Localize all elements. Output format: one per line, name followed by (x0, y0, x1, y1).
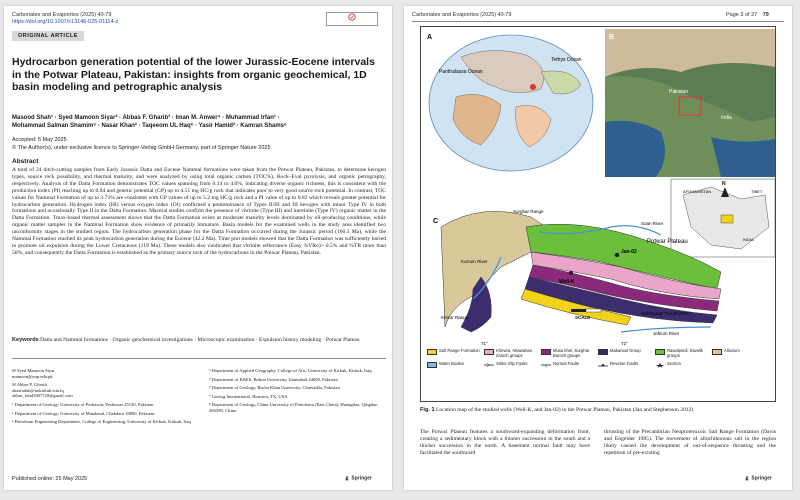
legend-label: Water Bodies (439, 360, 464, 366)
author-list (12, 114, 387, 130)
label-india: India (721, 115, 732, 121)
affiliation: ¹ Department of Geology, University of Peshawar, Peshawar 25130, Pakistan (12, 401, 154, 407)
label-surghar-range: Surghar Range (513, 209, 544, 214)
figure-caption-text: Location map of the studied wells (Well-K, and Jan-02) in the Potwar Plateau, Pakistan (Jan and Stephenson 2012) (436, 407, 694, 413)
legend-item (541, 362, 595, 368)
label-kurram-river: Kurram River (461, 259, 488, 264)
label-soan-river: Soan River (641, 221, 664, 226)
label-panthalassa: Panthalassa Ocean (439, 69, 483, 75)
header-divider (412, 21, 784, 22)
legend-label: Musa khel, Surghar Baroch groups (553, 348, 590, 358)
study-area-marker (530, 84, 536, 90)
map-legend (427, 349, 771, 368)
springer-logo (344, 475, 372, 481)
doi-link[interactable]: https://doi.org/10.1007/s13146-025-01114-z (12, 19, 119, 25)
publisher-name: Springer (351, 475, 372, 482)
label-potwar-plateau: Potwar Plateau (647, 239, 688, 245)
affiliation: ✉ Syed Mamoon Siyar mamoon@uop.edu.pk (12, 368, 55, 379)
strike-slip-fault-icon (484, 362, 494, 368)
keywords-label: Keywords (12, 337, 39, 343)
journal-name: Carbonates and Evaporites (412, 12, 479, 18)
label-jehlum-river: Jehlum River (653, 331, 680, 336)
legend-label: Strike Slip Faults (496, 360, 528, 366)
journal-name: Carbonates and Evaporites (12, 12, 79, 18)
section-icon (655, 362, 665, 368)
section-badge: ORIGINAL ARTICLE (12, 31, 84, 41)
affiliation: ⁴ Department of Applied Geography, College of Arts, University of Kirkuk, Kirkuk, Iraq (209, 368, 372, 373)
legend-label: Khewra, Nilawahan Zaluch groups (496, 348, 533, 358)
accepted-date: Accepted: 5 May 2025 (12, 137, 67, 143)
legend-item (427, 349, 481, 359)
normal-fault-icon (541, 362, 551, 368)
abstract-heading: Abstract (12, 158, 39, 165)
legend-item (427, 362, 481, 368)
label-well-k: Well-K (559, 279, 575, 285)
check-for-updates-badge[interactable] (326, 12, 378, 26)
legend-item (484, 349, 538, 359)
authors-line-2: Mohammad Salman Shamim⁵ · Nasar Khan² · Taqeeom UL Haq⁶ · Yasir Hamid² · Kamran Shams⁶ (12, 123, 287, 129)
page-header (726, 12, 769, 19)
affiliation: ⁸ Department of Geology, China University of Petroleum (East China), Huangdao, Qingdao 266580, China (209, 402, 378, 413)
legend-label: Reverse Faults (610, 360, 639, 366)
legend-swatch (484, 349, 494, 355)
publisher-name: Springer (751, 475, 772, 482)
springer-horse-icon (344, 475, 350, 481)
affiliations-left (12, 368, 192, 428)
legend-label: Alluvium (724, 348, 740, 353)
longitude-72: 72° (621, 341, 628, 346)
north-label: N (722, 181, 726, 187)
keywords-text: Datta and Nammal formations · Organic geochemical investigations · Microscopic examination · Expulsion history modeling · Potwar Plateau (40, 337, 360, 343)
label-khisor-range: Khisor Range (441, 315, 469, 320)
figure-caption (420, 407, 776, 414)
legend-swatch (541, 349, 551, 355)
legend-swatch (427, 362, 437, 368)
legend-swatch (427, 349, 437, 355)
article-page-3 (404, 6, 792, 490)
label-salt-range-thrust: Salt Range Thrust (SRT) (641, 311, 691, 316)
springer-logo (744, 475, 772, 481)
copyright-line: © The Author(s), under exclusive licence to Springer-Verlag GmbH Germany, part of Springer Nature 2025 (12, 145, 271, 151)
legend-item (541, 349, 595, 359)
article-first-page (4, 6, 392, 490)
label-jan02: Jan-02 (621, 249, 637, 255)
label-tethys: Tethys Ocean (551, 57, 582, 63)
keywords-block (12, 337, 386, 344)
panel-c-label: C (433, 218, 439, 225)
affiliation: ² Department of Geology, University of Malakand, Chakdara 18800, Pakistan (12, 410, 155, 416)
legend-item (484, 362, 538, 368)
journal-ref: (2025) 40:79 (480, 12, 512, 18)
panel-b-label: B (609, 34, 615, 41)
legend-label: Section (667, 360, 681, 366)
label-afghanistan: AFGHANISTAN (683, 189, 712, 194)
label-india-inset: INDIA (743, 237, 754, 242)
affiliation: ⁷ Geolog International, Houston, TX, USA (209, 393, 288, 399)
journal-header (12, 12, 118, 26)
legend-label: Salt Range Formation (439, 348, 480, 353)
legend-label: Makarwal Group (610, 348, 641, 353)
panel-a-label: A (427, 34, 433, 41)
scale-label: SCALE (575, 315, 591, 320)
legend-swatch (598, 349, 608, 355)
page-ref: 79 (762, 12, 769, 18)
authors-line-1: Masood Shah¹ · Syed Mamoon Siyar² · Abbas F. Gharib³ · Iman M. Anwer⁴ · Muhammad Irfan¹ · (12, 115, 280, 121)
map-figure-svg (421, 27, 777, 403)
legend-item (655, 362, 709, 368)
figure-location-map (420, 26, 776, 402)
legend-label: Rawalpindi, Siwalik groups (667, 348, 703, 358)
figure-label: Fig. 1 (420, 407, 435, 413)
legend-item (598, 362, 652, 368)
journal-header (412, 12, 511, 19)
legend-swatch (655, 349, 665, 355)
published-date: Published online: 25 May 2025 (12, 476, 88, 482)
body-column-left: The Potwar Plateau features a southward-expanding deformation front, creating a sedimentary block with a thinner succession in the south and a thicker succession in the north. A basement normal fault may have facilitated the southward (420, 429, 590, 456)
check-updates-icon (348, 13, 356, 21)
article-title: Hydrocarbon generation potential of the lower Jurassic-Eocene intervals in the Potwar Plateau, Pakistan: insights from organic geochemical, 1D basin modeling and petrographic analysis (12, 56, 375, 93)
affiliation: ⁶ Department of Geology, Bacha Khan University, Charsadda, Pakistan (209, 385, 340, 391)
label-pakistan: Pakistan (669, 89, 689, 95)
affiliations-right (209, 368, 384, 417)
reverse-fault-icon (598, 362, 608, 368)
panel-a-paleo-map (423, 29, 601, 177)
page-label: Page 3 of 27 (726, 12, 758, 18)
divider (12, 358, 386, 359)
well-k-marker (569, 271, 573, 275)
legend-item (655, 349, 709, 359)
abstract-block (12, 158, 386, 257)
legend-item (712, 349, 766, 359)
affiliation: ³ Petroleum Engineering Department, College of Engineering, University of Kirkuk, Kirkuk, Iraq (12, 419, 191, 425)
abstract-text: A total of 24 ditch-cutting samples from Early Jurassic Datta and Eocene Nammal formations were taken from the Potwar Plateau, Pakistan, to determine kerogen types, source rock possibility, and thermal maturity, and were analyzed by using total organic carbon (TOC%), Rock–Eval pyrolysis, and organic petrography, respectively. Analysis of the Datta Formation demonstrates TOC values spanning from 0.14 to 4.0%, indicating diverse organic richness, this is consistent with the production index (PI) reaching up to 0.84 and genetic potential (GP) up to 4.51 mg HC/g rock that indicates poor to very good source rock potential. In contrast, TOC values for Nammal Formation of up to 3.73% are consistent with GP values of up to 5.2 mg HC/g rock and a PI value of up to 0.82 which reveals greater potential for hydrocarbon generation. Hydrogen index (HI) versus oxygen index (OI) confirmed a predominance of Types II/III and III kerogen with minor Type IV in both formations and occasionally Type II in the Datta Formation. Maceral studies confirm the presence of vitrinite (Type III) and inertinite (Type IV) organic matter in the Datta Formation. Tmax-based thermal assessment shows that the Datta Formation exists at moderate maturity levels dominated by oil-producing conditions, while organic matter samples in the Nammal Formation show evidence of primarily immature. Basin models for the examined wells in the study area identified two unconformity stages in the studied region. The hydrocarbon generation phase for the Datta Formation occurred during the Jurassic period (160.3 Ma), while the Nammal Formation reached its peak hydrocarbon generation during the Eocene (42.2 Ma). Time plot models showed that the Datta Formation was sufficiently buried to promote oil expulsion during the Lower Cretaceous (119 Ma). These models also vindicated that vitrinite reflectance (Easy %VRo)> 0.5% and %TR more than 50%, and consequently the Datta Formation is established as the primary source rock of the hydrocarbons in the Potwar Plateau, Pakistan. (12, 167, 386, 256)
journal-ref: (2025) 40:79 (80, 12, 112, 18)
panel-b-satellite-map (605, 29, 775, 177)
legend-item (598, 349, 652, 359)
longitude-71: 71° (481, 341, 488, 346)
legend-swatch (712, 349, 722, 355)
well-jan02-marker (615, 253, 619, 257)
affiliation: ✉ Abbas F. Gharib abasfadah@uokirkuk.edu.iq abbas_fahd1987720@gmail.com (12, 382, 73, 399)
body-column-right: thrusting of the Precambrian Neoproterozoic Salt Range Formation (Davis and Engelder 1985). The movement of allochthonous salt in the region likely caused the development of out-of-sequence thrusting and the repetition of pre-existing (604, 429, 776, 456)
legend-label: Normal Faults (553, 360, 580, 366)
springer-horse-icon (744, 475, 750, 481)
affiliation: ⁵ Department of E&ES, Bahria University, Islamabad 44000, Pakistan (209, 376, 338, 382)
label-tibet: TIBET (751, 189, 763, 194)
